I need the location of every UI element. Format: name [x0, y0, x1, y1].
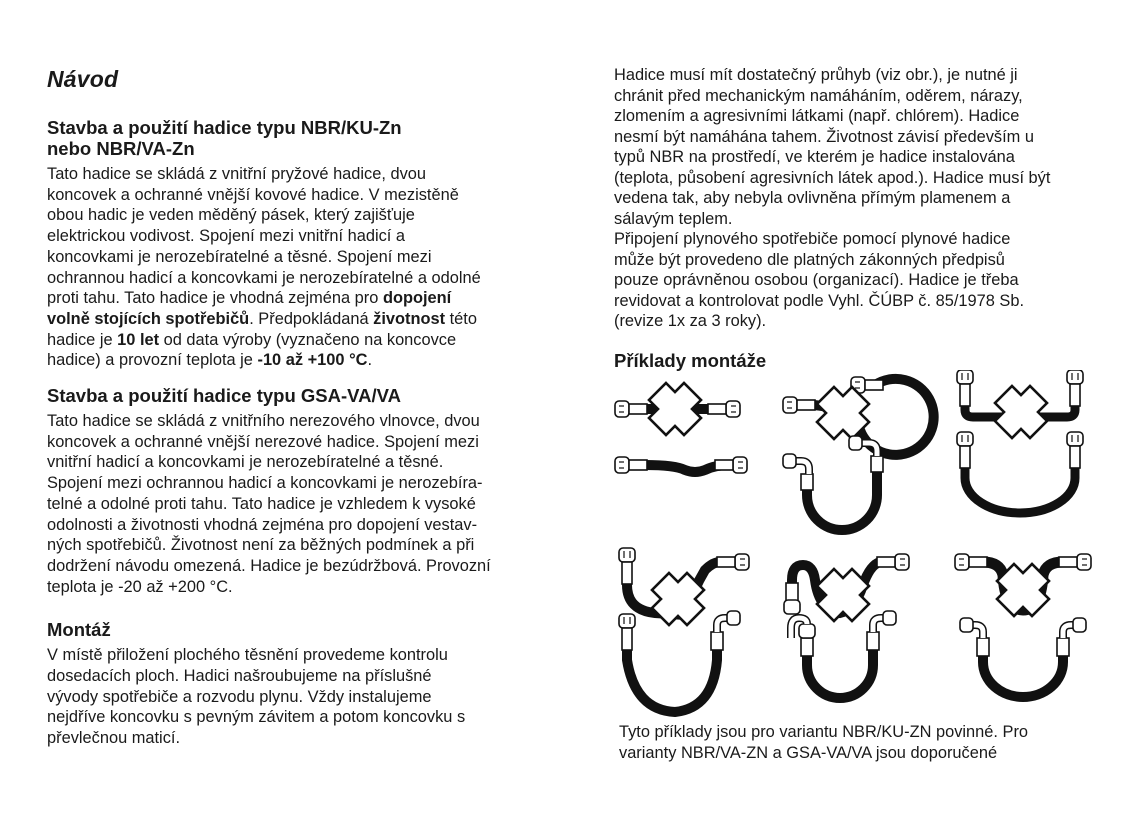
fitting-icon: [957, 432, 973, 468]
example-straight-taut: [615, 383, 740, 435]
text-line: Tato hadice se skládá z vnitřní pryžové hadice, dvou: [47, 165, 427, 183]
text-line: dosedacích ploch. Hadici našroubujeme na příslušné: [47, 667, 432, 686]
fitting-icon: [615, 401, 647, 417]
cross-icon: [817, 387, 869, 439]
text-span: od data výroby (vyznačeno na koncovce: [159, 330, 457, 349]
requirements-text: [614, 65, 1094, 332]
fitting-icon: [849, 436, 862, 450]
text-line: V místě přiložení plochého těsnění provedeme kontrolu: [47, 646, 448, 665]
fitting-icon: [1067, 432, 1083, 468]
fitting-icon: [883, 611, 896, 625]
text-line: sálavým teplem.: [614, 209, 733, 228]
text-span: . Předpokládaná: [249, 309, 374, 328]
text-line: koncovek a ochranné vnější nerezové hadice. Spojení mezi: [47, 432, 479, 451]
text-line: vedena tak, aby nebyla ovlivněna přímým plamenem a: [614, 189, 1011, 207]
text-line: revidovat a kontrolovat podle Vyhl. ČÚBP č. 85/1978 Sb.: [614, 291, 1025, 310]
text-line: [47, 309, 527, 330]
spacer: [47, 371, 527, 385]
installation-examples-figure: [605, 370, 1105, 720]
fitting-icon: [708, 401, 740, 417]
fitting-icon: [957, 370, 973, 406]
section-nbr: [47, 117, 527, 371]
text-line: Hadice musí mít dostatečný průhyb (viz obr.), je nutné ji: [614, 66, 1018, 84]
fitting-icon: [619, 548, 635, 584]
text-line: nesmí být namáhána tahem. Životnost závisí především u: [614, 127, 1034, 146]
text-line: varianty NBR/VA-ZN a GSA-VA/VA jsou doporučené: [619, 744, 998, 762]
right-column: [614, 65, 1094, 372]
text-line: Tato hadice se skládá z vnitřního nerezového vlnovce, dvou: [47, 412, 480, 431]
text-line: ochrannou hadicí a koncovkami je nerozebíratelné a odolné: [47, 268, 481, 287]
text-line: odolnosti a životnosti vhodná zejména pro dopojení vestav-: [47, 515, 478, 534]
fitting-icon: [619, 614, 635, 650]
example-u-deep: [957, 432, 1083, 513]
text-line: ných spotřebičů. Životnost není za běžných podmínek a při: [47, 536, 475, 555]
cross-icon: [997, 564, 1049, 616]
examples-caption: [619, 722, 1089, 764]
fitting-icon: [1067, 370, 1083, 406]
text-line: pouze oprávněnou osobou (organizací). Hadice je třeba: [614, 271, 1019, 289]
text-line: Tyto příklady jsou pro variantu NBR/KU-ZN povinné. Pro: [619, 723, 1029, 741]
example-u-double-elbow: [960, 618, 1086, 697]
fitting-icon: [783, 397, 815, 413]
section-montaz-text: [47, 645, 527, 749]
example-straight-sag: [615, 457, 747, 473]
emphasis: dopojení: [382, 289, 452, 308]
text-line: teplota je -20 až +200 °C.: [47, 577, 233, 596]
page-title: Návod: [47, 66, 119, 92]
text-line: (revize 1x za 3 roky).: [614, 312, 767, 330]
section-gsa-heading: Stavba a použití hadice typu GSA-VA/VA: [47, 385, 401, 407]
text-line: obou hadic je veden měděný pásek, který zajišťuje: [47, 206, 415, 225]
text-line: koncovek a ochranné vnější kovové hadice. V mezistěně: [47, 185, 459, 204]
hose: [807, 470, 877, 530]
fitting-icon: [1059, 554, 1091, 570]
emphasis: životnost: [373, 309, 446, 328]
text-line: [47, 330, 527, 351]
text-line: typů NBR na prostředí, ve kterém je hadice instalována: [614, 148, 1015, 166]
fitting-icon: [955, 554, 987, 570]
spacer: [47, 597, 527, 619]
fitting-icon: [717, 554, 749, 570]
fitting-icon: [960, 618, 973, 632]
section-nbr-heading: [47, 117, 527, 159]
text-line: zlomením a agresivními látkami (např. chlórem). Hadice: [614, 107, 1020, 125]
cross-icon: [817, 569, 869, 621]
heading-line: nebo NBR/VA-Zn: [47, 138, 195, 159]
heading-line: Stavba a použití hadice typu NBR/KU-Zn: [47, 117, 402, 138]
text-line: (teplota, působení agresivních látek apod.). Hadice musí být: [614, 168, 1051, 187]
section-montaz-heading: Montáž: [47, 619, 111, 641]
emphasis: -10 až +100 °C: [257, 351, 368, 370]
text-span: hadice) a provozní teplota je: [47, 351, 258, 370]
example-u-hook: [791, 611, 896, 698]
text-line: nejdříve koncovku s pevným závitem a potom koncovku s: [47, 708, 466, 727]
example-u-elbow-right: [619, 611, 740, 712]
text-line: telné a odolné proti tahu. Tato hadice je vzhledem k vysoké: [47, 494, 476, 513]
text-line: [47, 288, 527, 309]
example-twist-kink: [955, 554, 1091, 616]
left-column: [47, 66, 527, 749]
fitting-icon: [1073, 618, 1086, 632]
fitting-icon: [783, 454, 796, 468]
cross-icon: [995, 386, 1047, 438]
section-gsa-text: [47, 411, 527, 597]
examples-heading: Příklady montáže: [614, 349, 767, 371]
fitting-icon: [877, 554, 909, 570]
text-line: může být provedeno dle platných zákonných předpisů: [614, 250, 1005, 269]
text-line: vývody spotřebiče a rozvodu plynu. Vždy instalujeme: [47, 687, 432, 706]
text-span: hadice je: [47, 330, 118, 349]
section-nbr-text: [47, 164, 527, 371]
text-line: elektrickou vodivost. Spojení mezi vnitřní hadicí a: [47, 227, 406, 246]
hose: [983, 655, 1063, 697]
hose: [627, 648, 717, 712]
text-line: [47, 350, 527, 371]
fitting-icon: [715, 457, 747, 473]
section-montaz: [47, 619, 527, 749]
text-span: této: [445, 309, 477, 328]
section-gsa: [47, 385, 527, 597]
hose: [965, 466, 1075, 513]
fitting-icon: [615, 457, 647, 473]
hose: [807, 650, 873, 698]
text-line: koncovkami je nerozebíratelné a těsné. Spojení mezi: [47, 247, 432, 266]
text-span: proti tahu. Tato hadice je vhodná zejména pro: [47, 289, 383, 308]
text-span: .: [367, 351, 373, 370]
fitting-icon: [727, 611, 740, 625]
text-line: chránit před mechanickým namáháním, oděrem, nárazy,: [614, 86, 1023, 105]
cross-icon: [649, 383, 701, 435]
emphasis: volně stojících spotřebičů: [47, 309, 250, 328]
text-line: Spojení mezi ochrannou hadicí a koncovkami je nerozebíra-: [47, 474, 483, 493]
example-u-flat-taut: [957, 370, 1083, 438]
text-line: dodržení návodu omezená. Hadice je bezúdržbová. Provozní: [47, 556, 491, 575]
emphasis: 10 let: [117, 330, 160, 349]
fitting-icon: [784, 600, 800, 614]
example-u-elbow: [783, 436, 883, 530]
text-line: převlečnou maticí.: [47, 729, 181, 748]
text-line: vnitřní hadicí a koncovkami je nerozebíratelné a těsné.: [47, 453, 444, 472]
text-line: Připojení plynového spotřebiče pomocí plynové hadice: [614, 230, 1011, 248]
fitting-icon: [799, 624, 815, 638]
cross-icon: [652, 573, 704, 625]
